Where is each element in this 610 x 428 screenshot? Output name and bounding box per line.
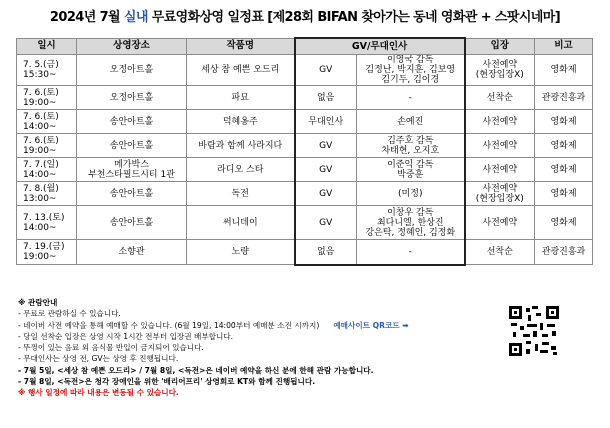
cell-entry: 사전예약 [465,110,535,134]
table-row [17,86,593,110]
cell-date: 7. 6.(토) 14:00~ [17,110,77,134]
cell-entry: 사전예약 [465,134,535,158]
cell-film: 바람과 함께 사라지다 [187,134,295,158]
cell-gv-guest: 손예진 [357,110,465,134]
note-line: - 7월 5일, <세상 참 예쁜 오드리> / 7월 8일, <독전>은 네이버 예약을 하신 분에 한해 관람 가능합니다. [18,365,374,375]
qr-finder-icon [509,306,522,319]
cell-film: 노량 [187,240,295,265]
header-entry: 입장 [465,38,535,55]
cell-gv-guest: 김주호 감독 차태현, 오지호 [357,134,465,158]
cell-venue: 송안아트홀 [77,182,187,206]
cell-gv-type: GV [295,134,357,158]
note-line: - 네이버 사전 예약을 통해 예매할 수 있습니다. (6월 19일, 14:00부터 예매분 소진 시까지) [18,320,320,330]
table-row [17,55,593,86]
cell-entry: 선착순 [465,86,535,110]
cell-gv-guest: 이영국 감독 김정난, 박지훈, 김보영 김기두, 김이경 [357,55,465,86]
table-row [17,240,593,265]
cell-date: 7. 7.(일) 14:00~ [17,158,77,182]
cell-venue: 송안아트홀 [77,206,187,240]
note-line: - 7월 8일, <독전>은 청각 장애인을 위한 '배리어프리' 상영회로 KT와 함께 진행됩니다. [18,377,316,387]
cell-note: 영화제 [535,134,593,158]
cell-note: 관광진흥과 [535,240,593,265]
title-suffix: 무료영화상영 일정표 [제28회 BIFAN 찾아가는 동네 영화관 + 스팟시네마] [147,10,561,25]
qr-code-icon[interactable] [508,305,560,357]
warning-note: ※ 행사 일정에 따라 내용은 변동될 수 있습니다. [18,388,179,398]
cell-note: 영화제 [535,158,593,182]
cell-note: 영화제 [535,110,593,134]
cell-gv-type: GV [295,55,357,86]
cell-entry: 사전예약 [465,158,535,182]
cell-film: 독전 [187,182,295,206]
cell-gv-guest: 이준익 감독 박중훈 [357,158,465,182]
cell-venue: 송안아트홀 [77,134,187,158]
header-gv: GV/무대인사 [295,38,465,55]
cell-gv-type: GV [295,158,357,182]
cell-gv-type: 없음 [295,240,357,265]
table-row [17,110,593,134]
header-note: 비고 [535,38,593,55]
note-line: - 무대인사는 상영 전, GV는 상영 후 진행됩니다. [18,354,179,364]
cell-gv-guest: (미정) [357,182,465,206]
viewing-notes [18,297,498,399]
notes-heading: ※ 관람안내 [18,298,58,307]
cell-entry: 사전예약 (현장입장X) [465,55,535,86]
qr-finder-icon [546,306,559,319]
cell-venue: 메가박스 부천스타필드시티 1관 [77,158,187,182]
cell-film: 파묘 [187,86,295,110]
cell-entry: 사전예약 (현장입장X) [465,182,535,206]
title-highlight: 실내 [123,10,148,25]
cell-venue: 오정아트홀 [77,86,187,110]
table-row [17,134,593,158]
cell-entry: 사전예약 [465,206,535,240]
header-venue: 상영장소 [77,38,187,55]
schedule-table [16,37,593,266]
cell-note: 영화제 [535,182,593,206]
note-line: - 뚜껑이 있는 음료 외 음식물 반입이 금지되어 있습니다. [18,343,204,353]
cell-gv-type: GV [295,182,357,206]
note-line-with-qr [18,320,498,331]
cell-venue: 소향관 [77,240,187,265]
cell-gv-type: 무대인사 [295,110,357,134]
cell-date: 7. 6.(토) 19:00~ [17,134,77,158]
cell-gv-guest: 이창우 감독 최다니엘, 한상진 강은탁, 정혜인, 김정화 [357,206,465,240]
cell-note: 영화제 [535,206,593,240]
cell-date: 7. 6.(토) 19:00~ [17,86,77,110]
cell-note: 관광진흥과 [535,86,593,110]
header-film: 작품명 [187,38,295,55]
table-row [17,158,593,182]
cell-venue: 송안아트홀 [77,110,187,134]
cell-gv-guest: - [357,240,465,265]
cell-date: 7. 5.(금) 15:30~ [17,55,77,86]
cell-gv-type: 없음 [295,86,357,110]
cell-date: 7. 8.(월) 13:00~ [17,182,77,206]
cell-film: 써니데이 [187,206,295,240]
qr-finder-icon [509,343,522,356]
header-date: 일시 [17,38,77,55]
cell-film: 라디오 스타 [187,158,295,182]
table-header-row [17,38,593,55]
note-line: - 당일 선착순 입장은 상영 시작 1시간 전부터 입장권 배부합니다. [18,331,234,341]
cell-venue: 오정아트홀 [77,55,187,86]
note-line: - 무료로 관람하실 수 있습니다. [18,309,121,319]
cell-film: 덕혜옹주 [187,110,295,134]
table-row [17,182,593,206]
cell-gv-type: GV [295,206,357,240]
page-title [0,6,610,25]
table-row [17,206,593,240]
cell-film: 세상 참 예쁜 오드리 [187,55,295,86]
cell-gv-guest: - [357,86,465,110]
title-prefix: 2024년 7월 [49,10,124,25]
cell-date: 7. 19.(금) 19:00~ [17,240,77,265]
cell-entry: 선착순 [465,240,535,265]
qr-code-label: 예매사이트 QR코드 ➡ [333,320,409,330]
cell-note: 영화제 [535,55,593,86]
cell-date: 7. 13.(토) 14:00~ [17,206,77,240]
